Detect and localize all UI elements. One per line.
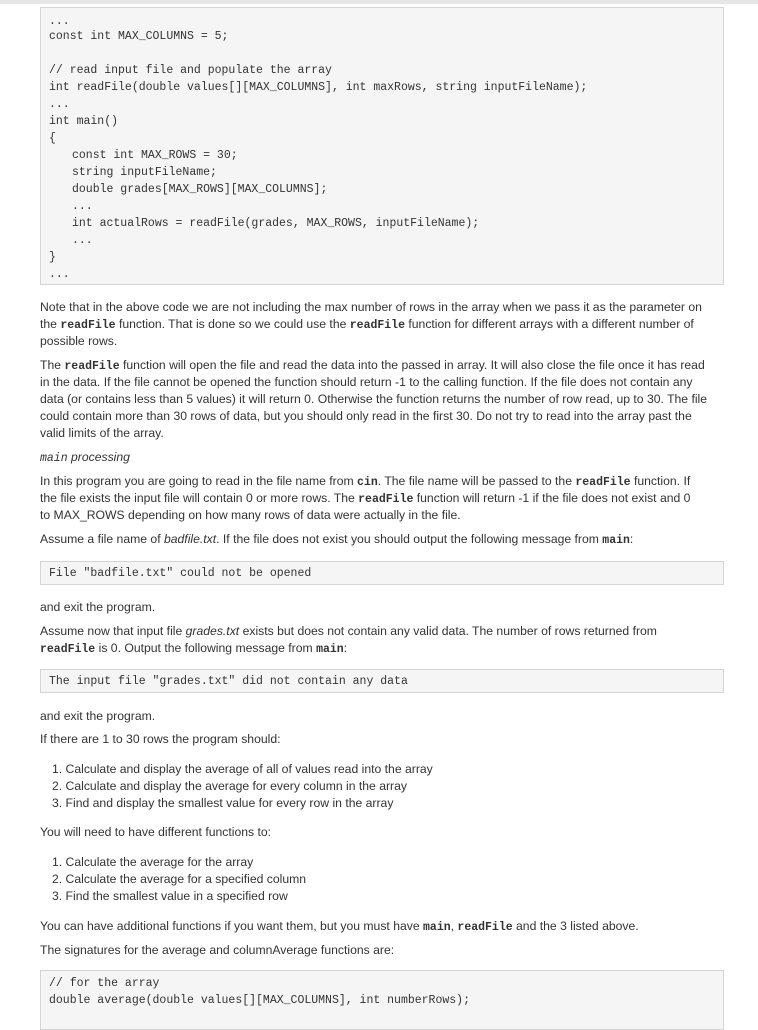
code-line: File "badfile.txt" could not be opened [49,567,312,580]
main-paragraph-line: to MAX_ROWS depending on how many rows of data were actually in the file. [40,508,461,522]
code-block-grades-message [40,669,724,693]
code-line: ... [49,15,70,28]
code-line: double average(double values[][MAX_COLUMNS], int numberRows); [49,994,470,1007]
code-line: int main() [49,115,119,128]
grades-paragraph-line: Assume now that input file grades.txt exists but does not contain any valid data. The number of rows returned from [40,624,657,638]
readfile-paragraph-line: valid limits of the array. [40,426,164,440]
exit-text: and exit the program. [40,600,156,614]
code-line: const int MAX_COLUMNS = 5; [49,30,229,43]
code-block-signatures [40,970,724,1030]
inline-code: readFile [457,921,513,934]
code-line: string inputFileName; [72,166,217,179]
code-line: // read input file and populate the array [49,64,332,77]
grades-paragraph-line: readFile is 0. Output the following message from main: [40,641,348,656]
list-item: 1. Calculate the average for the array [52,855,254,869]
code-line: ... [72,234,93,247]
list-item: 3. Find the smallest value in a specified row [52,889,288,903]
code-line: int readFile(double values[][MAX_COLUMNS], int maxRows, string inputFileName); [49,81,588,94]
list-item: 3. Find and display the smallest value for every row in the array [52,796,394,810]
code-line: const int MAX_ROWS = 30; [72,149,238,162]
inline-code: readFile [358,493,414,506]
main-paragraph-line: the file exists the input file will contain 0 or more rows. The readFile function will return -1 if the file does not exist and 0 [40,491,691,506]
code-line: // for the array [49,977,160,990]
list-item: 2. Calculate and display the average for every column in the array [52,779,407,793]
readfile-paragraph-line: could contain more than 30 rows of data, but you should only read in the first 30. Do not try to read into the array past the [40,409,692,423]
badfile-paragraph: Assume a file name of badfile.txt. If the file does not exist you should output the following message from main: [40,532,634,547]
code-block-badfile-message [40,561,724,585]
code-block-declarations [40,7,724,285]
readfile-paragraph-line: in the data. If the file cannot be opened the function should return -1 to the calling function. If the file does not contain any [40,375,693,389]
code-line: { [49,132,56,145]
code-line: ... [49,98,70,111]
main-paragraph-line: In this program you are going to read in the file name from cin. The file name will be passed to the readFile function. If [40,474,691,489]
inline-code: main [602,534,630,547]
inline-code: readFile [64,360,120,373]
code-line: ... [72,200,93,213]
readfile-paragraph-line: The readFile function will open the file and read the data into the passed in array. It will also close the file once it has read [40,358,705,373]
list-item: 2. Calculate the average for a specified column [52,872,307,886]
inline-code: readFile [40,643,96,656]
code-line: double grades[MAX_ROWS][MAX_COLUMNS]; [72,183,328,196]
rows-intro-text: If there are 1 to 30 rows the program should: [40,732,281,746]
inline-code: cin [357,476,378,489]
note-paragraph-line: the readFile function. That is done so we could use the readFile function for different arrays with a different number of [40,317,694,332]
code-line: } [49,251,56,264]
list-item: 1. Calculate and display the average of all of values read into the array [52,762,433,776]
inline-code: main [423,921,451,934]
functions-intro-text: You will need to have different functions to: [40,825,272,839]
top-divider [0,0,758,4]
inline-code: main [316,643,344,656]
readfile-paragraph-line: data (or contains less than 5 values) it will return 0. Otherwise the function returns the number of row read, up to 30. The file [40,392,708,406]
inline-code: readFile [575,476,631,489]
note-paragraph-line: possible rows. [40,334,118,348]
note-paragraph-line: Note that in the above code we are not including the max number of rows in the array when we pass it as the parameter on [40,300,702,314]
main-processing-heading: main processing [40,450,130,465]
code-line: The input file "grades.txt" did not contain any data [49,675,408,688]
signatures-intro-text: The signatures for the average and columnAverage functions are: [40,943,395,957]
exit-text: and exit the program. [40,709,156,723]
code-line: int actualRows = readFile(grades, MAX_ROWS, inputFileName); [72,217,480,230]
additional-functions-text: You can have additional functions if you want them, but you must have main, readFile and the 3 listed above. [40,919,639,934]
code-line: ... [49,268,70,281]
inline-code: readFile [60,319,116,332]
inline-code: readFile [349,319,405,332]
